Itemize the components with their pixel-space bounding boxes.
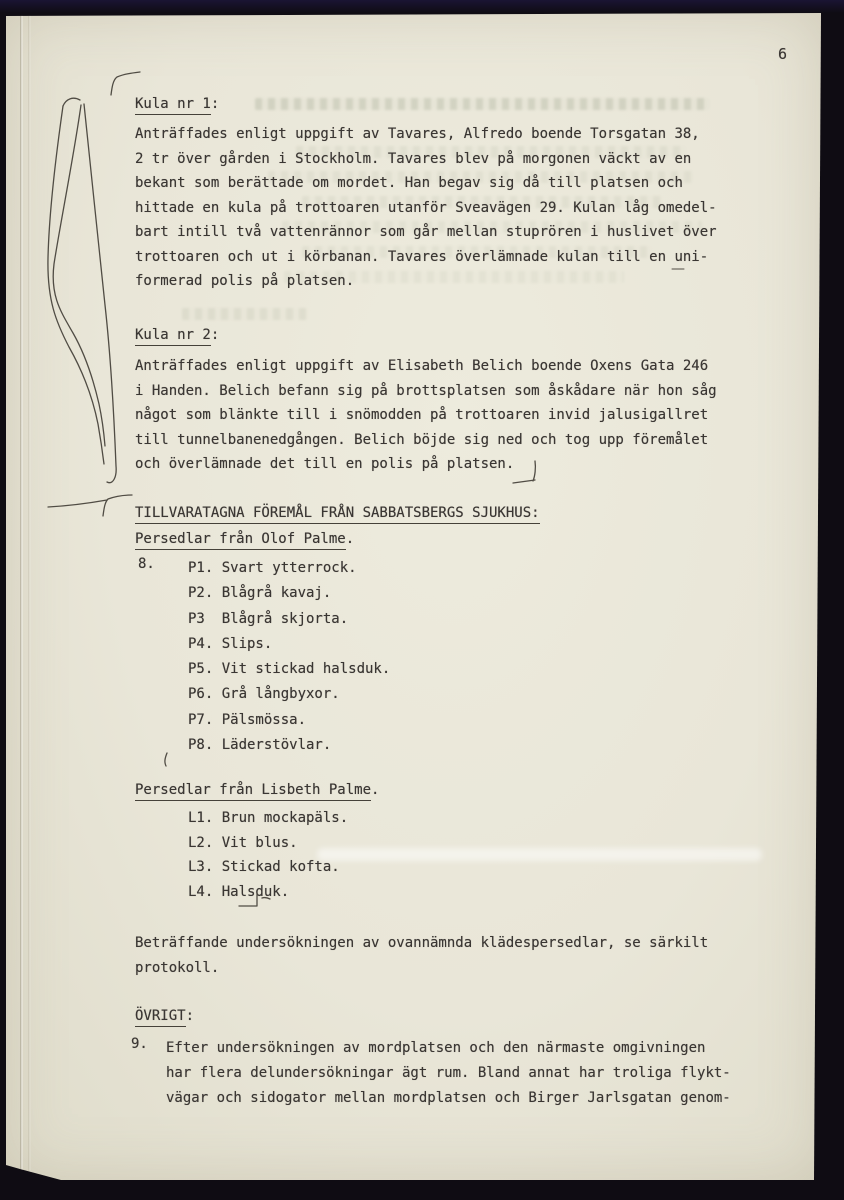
text-line: Efter undersökningen av mordplatsen och den närmaste omgivningen	[166, 1040, 706, 1056]
clothing-list-lisbeth-palme	[188, 806, 348, 905]
text-line: hittade en kula på trottoaren utanför Sveavägen 29. Kulan låg omedel-	[135, 199, 717, 216]
text-line: P3 Blågrå skjorta.	[188, 610, 349, 627]
heading-underlined-text: Persedlar från Lisbeth Palme	[135, 782, 371, 801]
text-line: P4. Slips.	[188, 635, 273, 652]
page-number: 6	[778, 45, 788, 63]
text-line: P7. Pälsmössa.	[188, 711, 307, 728]
text-line: L3. Stickad kofta.	[188, 859, 340, 876]
heading-suffix: .	[371, 782, 380, 798]
text-line: P6. Grå långbyxor.	[188, 686, 340, 703]
text-line: Anträffades enligt uppgift av Elisabeth Belich boende Oxens Gata 246	[135, 358, 709, 374]
subheading-persedlar-lisbeth-palme	[135, 782, 379, 798]
text-line: formerad polis på platsen.	[135, 273, 355, 289]
paragraph-kula-2	[135, 354, 717, 477]
text-line: L1. Brun mockapäls.	[188, 810, 349, 826]
section-heading-tillvaratagna	[135, 505, 540, 521]
heading-underlined-text: ÖVRIGT	[135, 1008, 186, 1027]
heading-suffix: :	[210, 327, 220, 343]
subheading-persedlar-olof-palme	[135, 531, 354, 547]
text-line: vägar och sidogator mellan mordplatsen och Birger Jarlsgatan genom-	[166, 1090, 731, 1106]
clothing-list-olof-palme	[188, 556, 390, 758]
heading-underlined-text: Kula nr 1	[135, 96, 211, 115]
list-item-number-9: 9.	[131, 1036, 148, 1052]
section-heading-kula-2	[135, 327, 219, 343]
text-line: bekant som berättade om mordet. Han begav sig då till platsen och	[135, 175, 683, 191]
section-heading-ovrigt	[135, 1008, 194, 1024]
text-line: P8. Läderstövlar.	[188, 737, 332, 754]
text-line: P5. Vit stickad halsduk.	[188, 661, 391, 678]
text-line: i Handen. Belich befann sig på brottsplatsen som åskådare när hon såg	[135, 382, 717, 399]
text-line: något som blänkte till i snömodden på trottoaren invid jalusigallret	[135, 407, 709, 423]
text-line: Anträffades enligt uppgift av Tavares, Alfredo boende Torsgatan 38,	[135, 126, 700, 142]
text-line: Beträffande undersökningen av ovannämnda klädespersedlar, se särkilt	[135, 935, 709, 951]
section-heading-kula-1	[135, 96, 219, 112]
text-line: P2. Blågrå kavaj.	[188, 585, 332, 602]
text-line: P1. Svart ytterrock.	[188, 560, 357, 576]
heading-underlined-text: Kula nr 2	[135, 327, 211, 346]
text-line: L4. Halsduk.	[188, 884, 290, 901]
heading-underlined-text: Persedlar från Olof Palme	[135, 531, 346, 550]
text-line: 2 tr över gården i Stockholm. Tavares blev på morgonen väckt av en	[135, 150, 692, 167]
text-line: bart intill två vattenrännor som går mellan stuprören i huslivet över	[135, 224, 717, 240]
heading-suffix: .	[345, 531, 355, 547]
heading-suffix: :	[210, 96, 220, 112]
paragraph-ovrigt-9	[166, 1036, 731, 1111]
text-line: L2. Vit blus.	[188, 834, 298, 851]
text-line: protokoll.	[135, 960, 220, 976]
text-line: och överlämnade det till en polis på platsen.	[135, 456, 515, 472]
heading-suffix: :	[185, 1008, 195, 1024]
list-item-number-8: 8.	[138, 556, 155, 572]
paragraph-protokoll-note	[135, 931, 708, 981]
paragraph-kula-1	[135, 122, 717, 294]
text-line: till tunnelbanenedgången. Belich böjde sig ned och tog upp föremålet	[135, 431, 709, 448]
text-line: trottoaren och ut i körbanan. Tavares överlämnade kulan till en uni-	[135, 248, 709, 265]
heading-underlined-text: TILLVARATAGNA FÖREMÅL FRÅN SABBATSBERGS SJUKHUS:	[135, 505, 540, 524]
text-line: har flera delundersökningar ägt rum. Bland annat har troliga flykt-	[166, 1065, 731, 1081]
